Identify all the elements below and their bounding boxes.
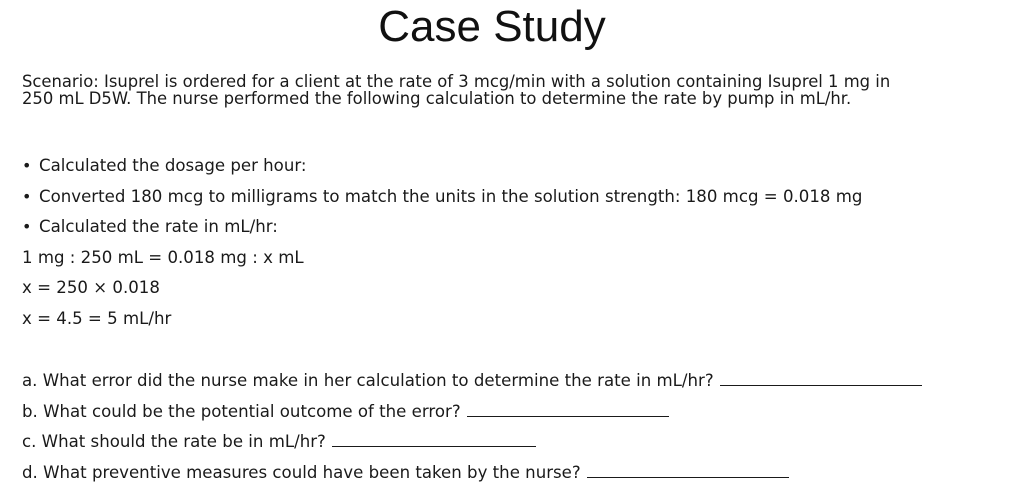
- question-d: [22, 458, 1017, 487]
- step-dosage-per-hour: [22, 151, 1012, 182]
- question-c: [22, 427, 1017, 458]
- page-title: Case Study: [378, 2, 606, 51]
- step-calculate-rate: [22, 212, 1012, 243]
- calc-result: x = 4.5 = 5 mL/hr: [22, 308, 172, 328]
- step-text: Calculated the rate in mL/hr:: [39, 217, 278, 236]
- question-d-text: d. What preventive measures could have been taken by the nurse?: [22, 462, 581, 482]
- calc-proportion: 1 mg : 250 mL = 0.018 mg : x mL: [22, 247, 304, 267]
- bullet-icon: •: [22, 186, 32, 206]
- scenario-line-2: 250 mL D5W. The nurse performed the following calculation to determine the rate by pump in mL/hr.: [22, 89, 852, 108]
- question-b-text: b. What could be the potential outcome of the error?: [22, 401, 461, 421]
- step-text: Calculated the dosage per hour:: [39, 156, 307, 175]
- question-a-text: a. What error did the nurse make in her calculation to determine the rate in mL/hr?: [22, 371, 714, 390]
- bullet-icon: •: [22, 156, 32, 175]
- step-text: Converted 180 mcg to milligrams to match the units in the solution strength: 180 mcg = 0.018 mg: [39, 186, 863, 206]
- answer-blank-c[interactable]: [332, 428, 536, 447]
- question-a: [22, 366, 1017, 397]
- question-b: [22, 397, 1017, 428]
- calculation-steps: [22, 151, 1012, 334]
- step-convert-units: [22, 182, 1012, 213]
- questions-list: [22, 366, 1017, 487]
- answer-blank-d[interactable]: [587, 459, 789, 478]
- answer-blank-b[interactable]: [467, 398, 669, 417]
- scenario-line-1: Scenario: Isuprel is ordered for a client at the rate of 3 mcg/min with a solution containing Isuprel 1 mg in: [22, 72, 891, 91]
- scenario-paragraph: [22, 73, 1012, 107]
- bullet-icon: •: [22, 217, 32, 236]
- calc-multiplication: x = 250 × 0.018: [22, 278, 160, 297]
- answer-blank-a[interactable]: [720, 367, 922, 386]
- question-c-text: c. What should the rate be in mL/hr?: [22, 432, 326, 451]
